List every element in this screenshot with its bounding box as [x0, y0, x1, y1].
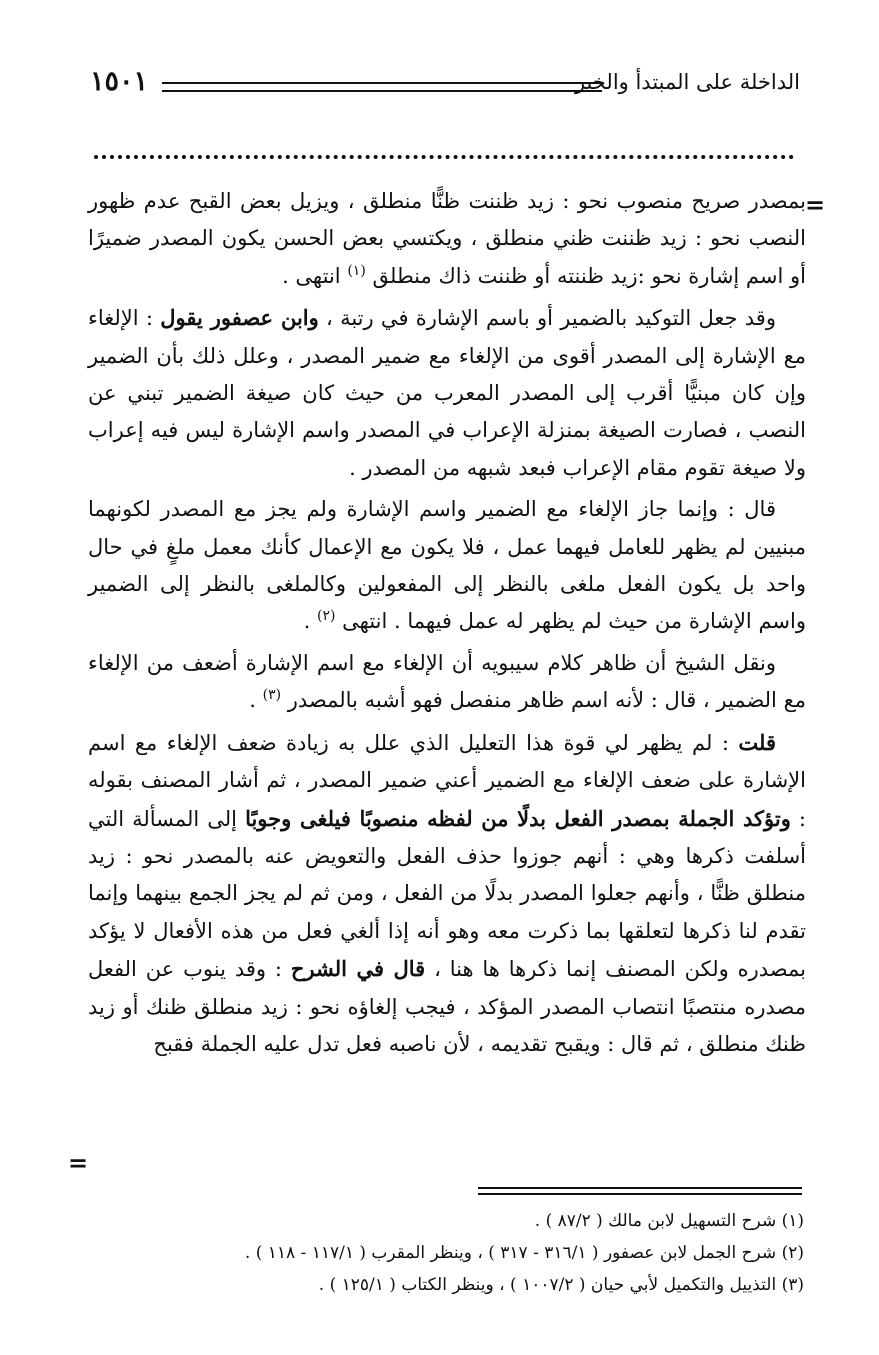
dotted-separator [94, 155, 794, 159]
paragraph-2-text-b: : الإلغاء مع الإشارة إلى المصدر أقوى من الإلغاء مع ضمير المصدر ، وعلل ذلك بأن الضمير وإن كان مبنيًّا أقرب إلى المصدر المعرب من حيث كان صيغة الضمير تبني عن النصب ، فصارت الصيغة بمنزلة الإعراب في المصدر واسم الإشارة ليس فيه إعراب ولا صيغة تقوم مقام الإعراب فبعد شبهه من المصدر . [88, 306, 806, 480]
paragraph-2 [88, 299, 806, 487]
paragraph-4-end: . [249, 688, 256, 713]
continuation-mark-top: = [805, 190, 826, 219]
paragraph-5-text-a: : لم يظهر لي قوة هذا التعليل الذي علل به زيادة ضعف الإلغاء مع اسم الإشارة على ضعف الإلغاء مع الضمير أعني ضمير المصدر ، ثم أشار المصنف بقوله : [88, 730, 806, 831]
footnote-2: (٢) شرح الجمل لابن عصفور ( ٣١٦/١ - ٣١٧ ) ، وينظر المقرب ( ١١٧/١ - ١١٨ ) . [244, 1243, 804, 1263]
page-number: ١٥٠١ [90, 66, 149, 97]
footnotes [90, 1205, 804, 1301]
footnote-rule [478, 1187, 802, 1195]
footnote-ref-2[interactable]: (٢) [317, 608, 336, 625]
paragraph-5-text-b: إلى المسألة التي أسلفت ذكرها وهي : أنهم جوزوا حذف الفعل والتعويض عنه بالمصدر نحو : زيد منطلق ظنًّا ، وأنهم جعلوا المصدر بدلًا من الفعل ، ومن ثم لم يجز الجمع بينهما وإنما تقدم لنا ذكرها لتعلقها بما ذكرت معه وهو أنه إذا ألغي فعل من هذه الأفعال لا يؤكد بمصدره ولكن المصنف إنما ذكرها ها هنا ، [88, 806, 806, 982]
paragraph-2-bold: وابن عصفور يقول [160, 305, 319, 331]
paragraph-2-text-a: وقد جعل التوكيد بالضمير أو باسم الإشارة في رتبة ، [326, 306, 776, 331]
paragraph-4-text: ونقل الشيخ أن ظاهر كلام سيبويه أن الإلغاء مع اسم الإشارة أضعف من الإلغاء مع الضمير ، قال : لأنه اسم ظاهر منفصل فهو أشبه بالمصدر [88, 650, 806, 713]
paragraph-3-text: قال : وإنما جاز الإلغاء مع الضمير واسم الإشارة ولم يجز مع المصدر لكونهما مبنيين لم يظهر للعامل فيهما عمل ، فلا يكون مع الإعمال كأنك معمل ملغٍ في حال واحد بل يكون الفعل ملغى بالنظر إلى المفعولين وكالملغى بالنظر إلى الضمير واسم الإشارة من حيث لم يظهر له عمل فيهما . انتهى [88, 497, 806, 634]
paragraph-5 [88, 724, 806, 1064]
paragraph-5-bold-matn: وتؤكد الجملة بمصدر الفعل بدلًا من لفظه منصوبًا فيلغى وجوبًا [245, 805, 791, 831]
footnote-1: (١) شرح التسهيل لابن مالك ( ٨٧/٢ ) . [534, 1211, 804, 1231]
running-title: الداخلة على المبتدأ والخبر [574, 70, 800, 94]
paragraph-1-text: بمصدر صريح منصوب نحو : زيد ظننت ظنًّا منطلق ، ويزيل بعض القبح عدم ظهور النصب نحو : زيد ظننت ظني منطلق ، ويكتسي بعض الحسن يكون المصدر ضميرًا أو اسم إشارة نحو :زيد ظننته أو ظننت ذاك منطلق [88, 189, 806, 288]
footnote-3: (٣) التذييل والتكميل لأبي حيان ( ١٠٠٧/٢ ) ، وينظر الكتاب ( ١٢٥/١ ) . [318, 1275, 804, 1295]
paragraph-1 [88, 183, 806, 295]
paragraph-1-end: انتهى . [282, 263, 341, 288]
running-header [90, 66, 800, 106]
header-rule [162, 82, 602, 92]
footnote-ref-1[interactable]: (١) [347, 262, 366, 279]
paragraph-4 [88, 645, 806, 720]
footnote-ref-3[interactable]: (٣) [262, 687, 282, 704]
paragraph-3-end: . [303, 609, 311, 634]
paragraph-5-text-c: : وقد ينوب عن الفعل مصدره منتصبًا انتصاب المصدر المؤكد ، فيجب إلغاؤه نحو : زيد منطلق ظنك أو زيد ظنك منطلق ، ثم قال : ويقبح تقديمه ، لأن ناصبه فعل تدل عليه الجملة فقبح [88, 957, 806, 1056]
paragraph-5-bold-sharh: قال في الشرح [290, 956, 426, 982]
paragraph-3 [88, 491, 806, 641]
continuation-mark-bottom: = [68, 1148, 89, 1177]
main-text [88, 183, 806, 1067]
paragraph-5-bold-qultu: قلت [738, 729, 776, 755]
